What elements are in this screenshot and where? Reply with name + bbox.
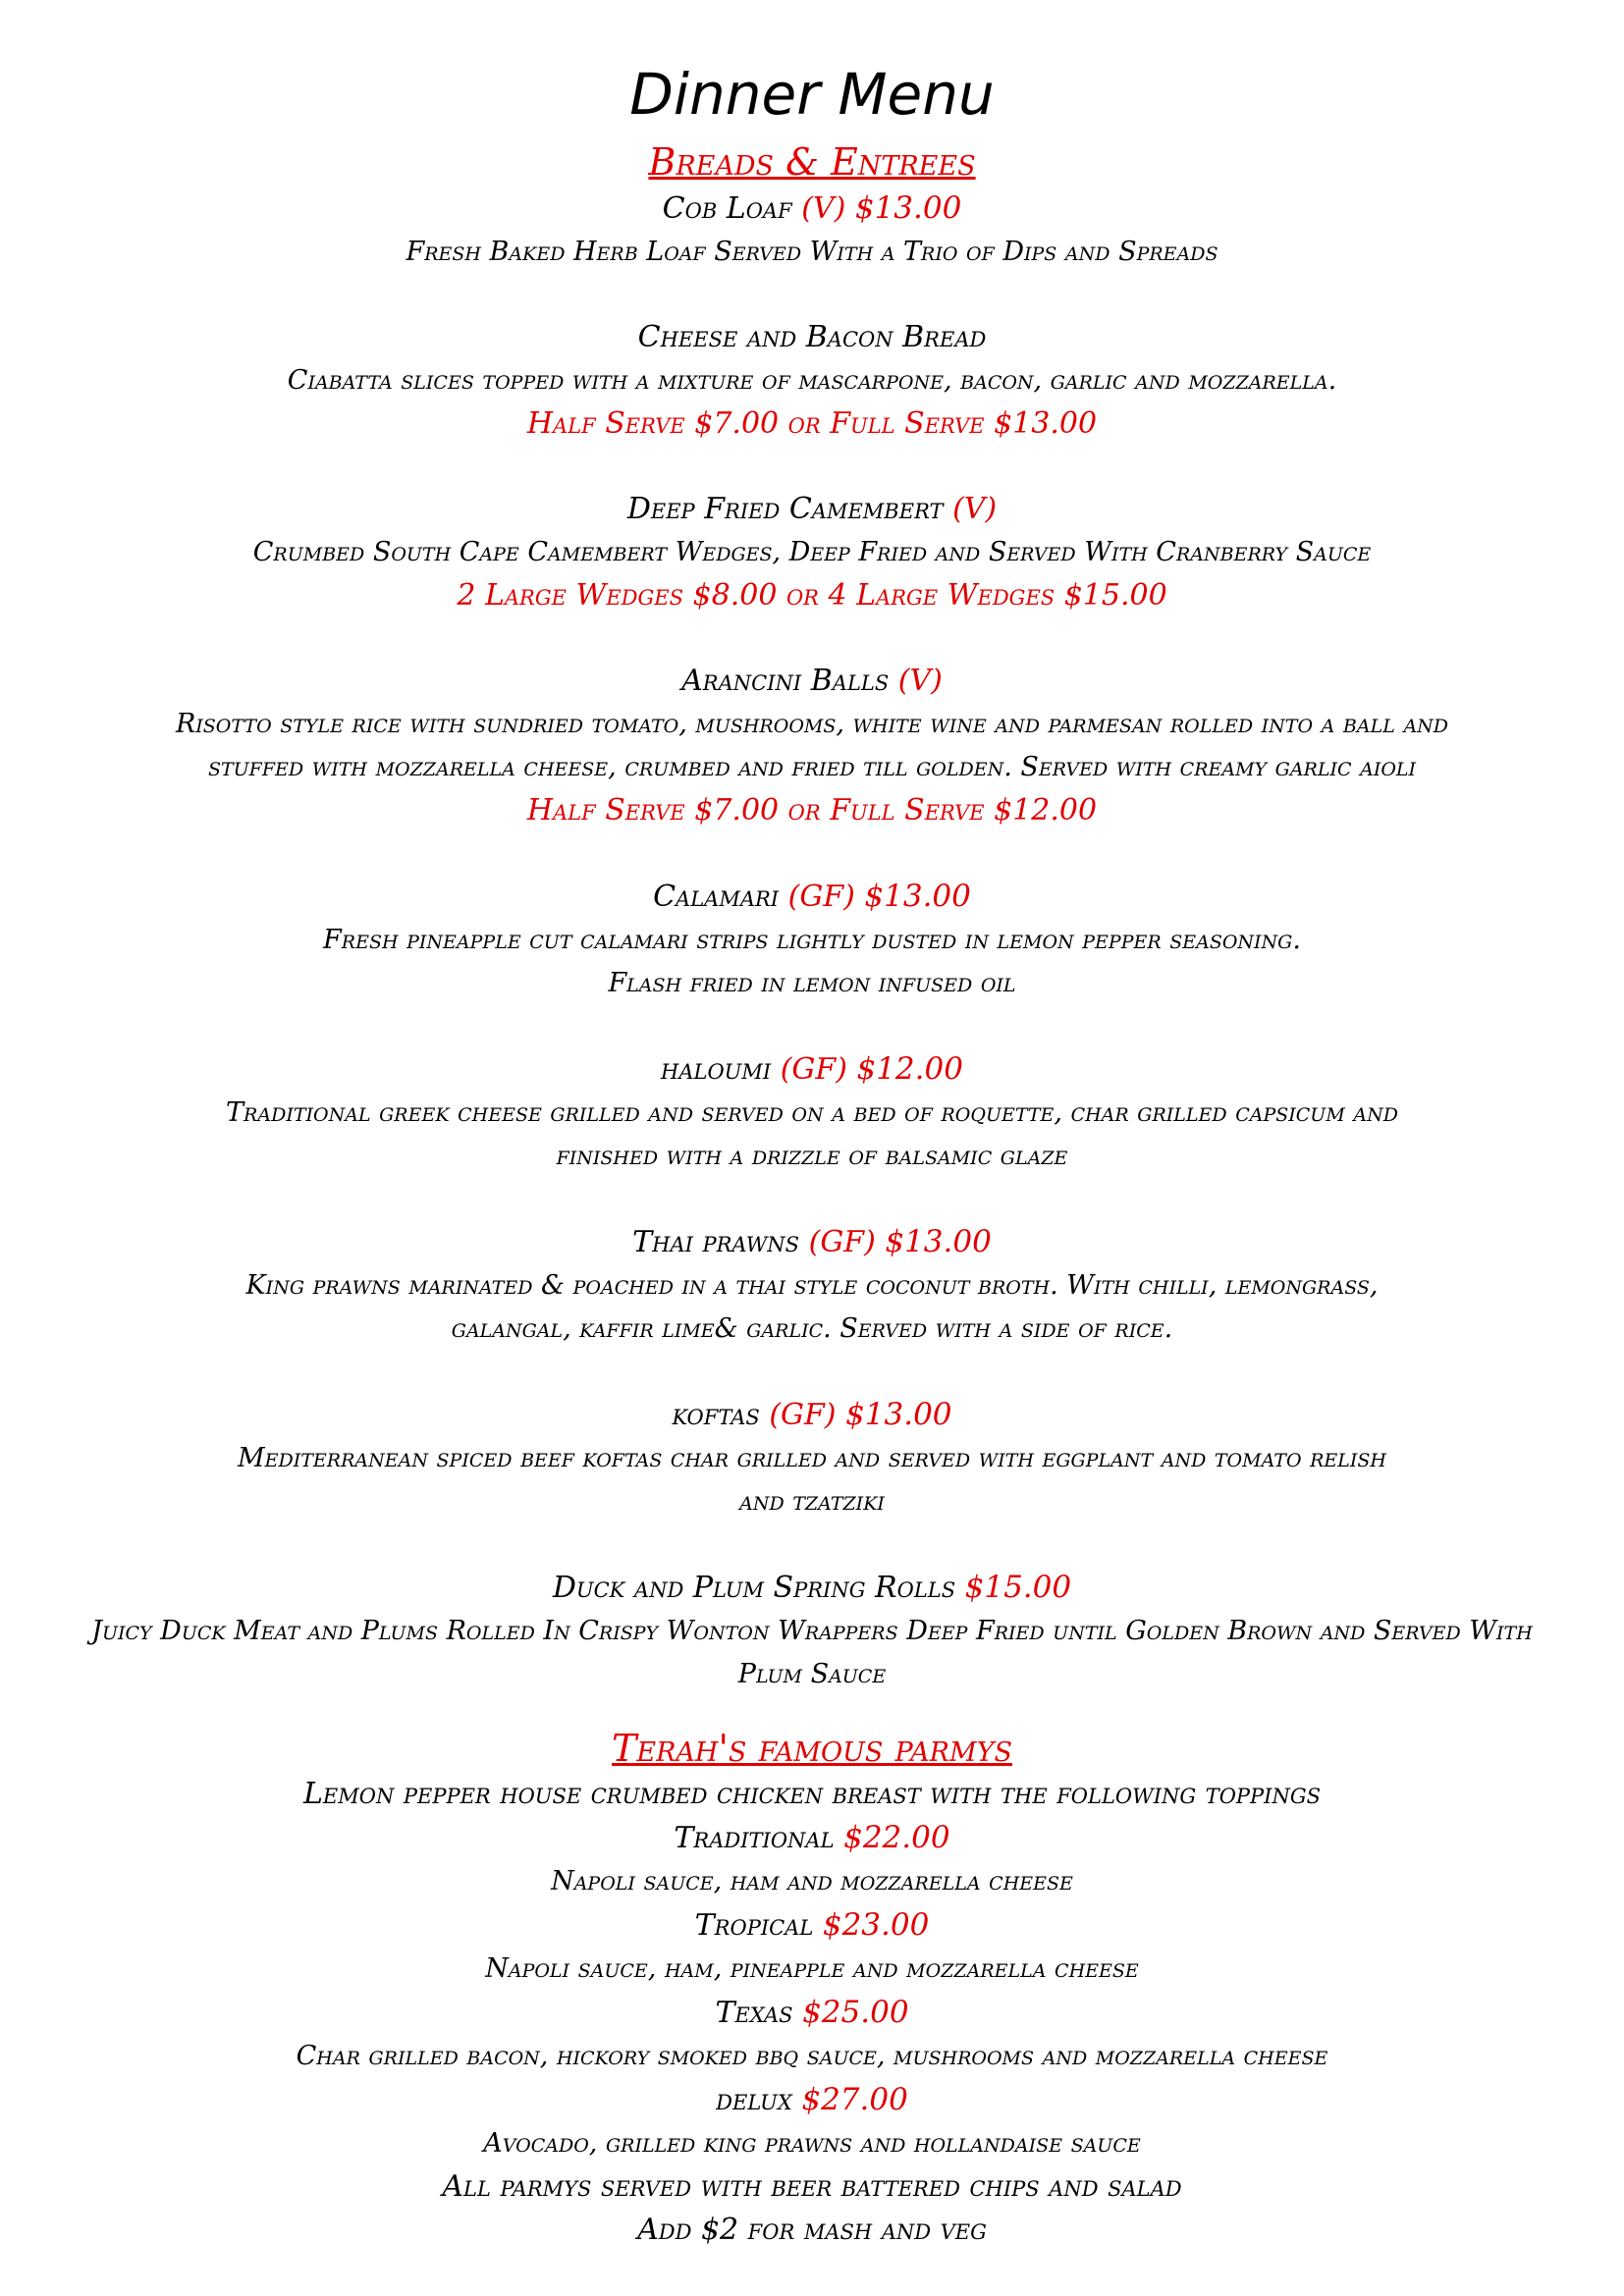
item-description: Fresh pineapple cut calamari strips lightly dusted in lemon pepper seasoning.	[323, 925, 1301, 955]
parmy-price: $22.00	[843, 1820, 950, 1855]
parmy-item	[0, 2078, 1624, 2122]
parmy-name: Texas	[715, 1996, 793, 2030]
parmys-list	[0, 1816, 1624, 2165]
item-tag: (V)	[897, 664, 943, 698]
item-description: galangal, kaffir lime& garlic. Served with a side of rice.	[451, 1313, 1173, 1344]
item-name: Cheese and Bacon Bread	[637, 320, 987, 354]
item-name: Duck and Plum Spring Rolls	[552, 1571, 965, 1605]
parmy-description: Napoli sauce, ham, pineapple and mozzarella cheese	[485, 1953, 1139, 1984]
item-description: King prawns marinated & poached in a thai style coconut broth. With chilli, lemongrass,	[245, 1270, 1379, 1301]
item-description: Risotto style rice with sundried tomato, mushrooms, white wine and parmesan rolled into a ball and	[175, 709, 1449, 739]
parmys-intro: Lemon pepper house crumbed chicken breast with the following toppings	[302, 1777, 1321, 1811]
parmys-footer-1: All parmys served with beer battered chips and salad	[442, 2169, 1182, 2204]
menu-item	[0, 875, 1624, 1005]
menu-item	[0, 488, 1624, 617]
menu-item	[0, 316, 1624, 446]
parmy-item	[0, 1903, 1624, 1948]
item-price: $13.00	[845, 1397, 952, 1432]
item-name: haloumi	[661, 1052, 772, 1087]
section-title-parmys: Terah's famous parmys	[612, 1727, 1012, 1770]
item-description: Crumbed South Cape Camembert Wedges, Deep Fried and Served With Cranberry Sauce	[252, 537, 1372, 567]
menu-item	[0, 1393, 1624, 1523]
parmy-name: Tropical	[694, 1908, 814, 1943]
menu-item	[0, 660, 1624, 832]
breads-list	[0, 187, 1624, 1696]
menu-item	[0, 1566, 1624, 1696]
item-tag: (V)	[801, 191, 846, 226]
parmy-description: Char grilled bacon, hickory smoked bbq sauce, mushrooms and mozzarella cheese	[296, 2041, 1328, 2071]
item-description: Mediterranean spiced beef koftas char grilled and served with eggplant and tomato relish	[237, 1443, 1386, 1473]
item-price-line: Half Serve $7.00 or Full Serve $13.00	[526, 406, 1098, 441]
item-description: Plum Sauce	[737, 1659, 887, 1689]
item-tag: (GF)	[787, 880, 855, 914]
item-price: $13.00	[864, 879, 971, 914]
item-tag: (GF)	[808, 1225, 876, 1259]
item-name: Arancini Balls	[681, 664, 890, 698]
item-description: Fresh Baked Herb Loaf Served With a Trio of Dips and Spreads	[406, 237, 1218, 267]
item-name: koftas	[672, 1398, 760, 1432]
item-name: Cob Loaf	[662, 191, 792, 226]
item-description: and tzatziki	[739, 1486, 885, 1517]
item-price: $13.00	[885, 1224, 992, 1259]
item-price-line: 2 Large Wedges $8.00 or 4 Large Wedges $15.00	[457, 578, 1167, 613]
item-description: Traditional greek cheese grilled and served on a bed of roquette, char grilled capsicum and	[226, 1097, 1398, 1128]
parmy-description: Napoli sauce, ham and mozzarella cheese	[551, 1866, 1073, 1896]
menu-item	[0, 187, 1624, 274]
item-tag: (V)	[952, 492, 998, 526]
item-price: $12.00	[856, 1051, 963, 1087]
item-description: stuffed with mozzarella cheese, crumbed and fried till golden. Served with creamy garlic aioli	[207, 752, 1417, 782]
parmy-price: $25.00	[802, 1995, 909, 2030]
item-tag: (GF)	[780, 1052, 847, 1087]
item-price: $13.00	[854, 190, 962, 226]
parmy-name: Traditional	[674, 1821, 835, 1855]
menu-item	[0, 1047, 1624, 1178]
item-description: finished with a drizzle of balsamic glaze	[556, 1141, 1068, 1171]
parmy-item	[0, 1991, 1624, 2035]
section-title-breads: Breads & Entrees	[648, 140, 976, 184]
parmy-name: delux	[716, 2083, 792, 2117]
item-price: $15.00	[964, 1570, 1072, 1605]
item-name: Calamari	[653, 880, 780, 914]
parmy-item	[0, 1816, 1624, 1860]
item-price-line: Half Serve $7.00 or Full Serve $12.00	[526, 793, 1098, 828]
item-description: Juicy Duck Meat and Plums Rolled In Crispy Wonton Wrappers Deep Fried until Golden Brown and Served With	[91, 1616, 1533, 1646]
item-name: Deep Fried Camembert	[626, 492, 944, 526]
item-description: Ciabatta slices topped with a mixture of mascarpone, bacon, garlic and mozzarella.	[287, 365, 1337, 396]
parmy-description: Avocado, grilled king prawns and hollandaise sauce	[483, 2128, 1141, 2159]
parmy-price: $27.00	[801, 2082, 908, 2117]
menu-item	[0, 1220, 1624, 1351]
item-tag: (GF)	[769, 1398, 837, 1432]
item-description: Flash fried in lemon infused oil	[608, 968, 1016, 998]
parmy-price: $23.00	[822, 1907, 930, 1943]
menu-title: Dinner Menu	[629, 61, 995, 128]
item-name: Thai prawns	[632, 1225, 800, 1259]
parmys-footer-2: Add $2 for mash and veg	[637, 2213, 987, 2247]
